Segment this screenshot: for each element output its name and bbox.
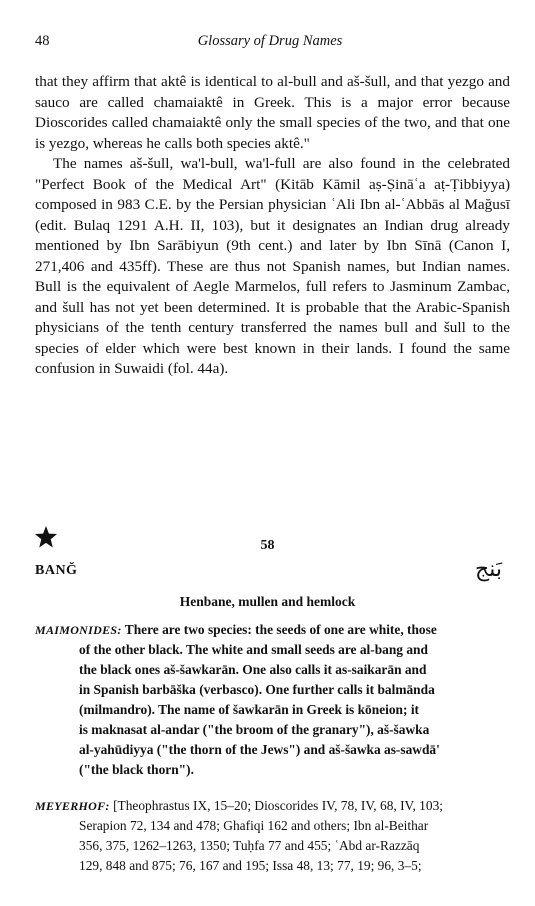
citation-meyerhof <box>35 796 510 876</box>
citation-line: the black ones aš-šawkarān. One also calls it as-saikarān and <box>79 662 427 677</box>
text-line: (fol. 44a). <box>167 360 229 377</box>
text-line: Ibn Sarābiyun (9th cent.) and later by Ibn Sīnā (Canon I, 271,406 <box>35 237 510 275</box>
page-header <box>35 33 505 53</box>
text-line: and 435ff). These are thus not Spanish names, but Indian names. <box>90 257 510 275</box>
text-line: physician ʿAli Ibn al-ʿAbbās al Mağusī (edit. Bulaq 1291 A.H. <box>35 196 510 234</box>
text-line: The names aš-šull, wa'l-bull, wa'l-full are also found in the <box>53 155 448 172</box>
text-line: aṣ-Ṣināʿa aṭ-Ṭibbiyya) composed in 983 C.E. by the Persian <box>35 175 511 213</box>
text-line: the Arabic-Spanish physicians of the tenth century transferred <box>35 298 510 336</box>
entry-number: 58 <box>260 538 275 553</box>
citation-label: MAIMONIDES: <box>35 623 122 637</box>
citation-line: 129, 848 and 875; 76, 167 and 195; Issa 48, 13; 77, 19; 96, 3–5; <box>79 858 422 873</box>
text-line: II, 103), but it designates an Indian drug already mentioned by <box>35 216 510 254</box>
text-line: Bull is the equivalent of Aegle Marmelos, full refers to Jasminum <box>35 278 458 295</box>
paragraph-2 <box>35 154 510 380</box>
text-line: small species of the two, and that one is yezgo, whereas he calls <box>35 114 510 152</box>
citation-line: (milmandro). The name of šawkarān in Greek is kōneion; it <box>79 702 419 717</box>
text-line: Zambac, and šull has not yet been determined. It is probable that <box>35 278 510 316</box>
text-line: a major error because Dioscorides called chamaiaktê only the <box>35 93 510 131</box>
citation-line: 356, 375, 1262–1263, 1350; Tuḥfa 77 and 455; ʿAbd ar-Razzāq <box>79 838 420 853</box>
text-line: known in their lands. I found the same confusion in Suwaidi <box>35 339 510 377</box>
citation-maimonides <box>35 620 510 780</box>
text-line: that they affirm that aktê is identical to al-bull and aš-šull, and <box>35 73 421 90</box>
citation-line: al-yahūdiyya ("the thorn of the Jews") and aš-šawka as-sawdā' <box>79 742 440 757</box>
citation-line: in Spanish barbāška (verbasco). One further calls it balmānda <box>79 682 435 697</box>
text-line: celebrated "Perfect Book of the Medical Art" (Kitāb Kāmil <box>35 155 510 193</box>
body-text <box>35 72 510 380</box>
text-line: the names bull and šull to the species of elder which were best <box>35 319 510 357</box>
paragraph-1 <box>35 72 510 154</box>
entry-headword: BANĞ <box>35 563 78 578</box>
citation-line: There are two species: the seeds of one are white, those <box>124 622 437 637</box>
citation-line: ("the black thorn"). <box>79 762 194 777</box>
citation-label: MEYERHOF: <box>35 799 110 813</box>
text-line: both species aktê." <box>196 134 310 152</box>
citation-line: of the other black. The white and small seeds are al-bang and <box>79 642 428 657</box>
running-title: Glossary of Drug Names <box>197 33 343 49</box>
citation-line: [Theophrastus IX, 15–20; Dioscorides IV, 78, IV, 68, IV, 103; <box>113 798 443 813</box>
citation-line: Serapion 72, 134 and 478; Ghafiqi 162 and others; Ibn al-Beithar <box>79 818 429 833</box>
page-number: 48 <box>35 33 50 49</box>
citation-line: is maknasat al-andar ("the broom of the granary"), aš-šawka <box>79 722 430 737</box>
entry-arabic: بَنج <box>475 556 502 581</box>
text-line: that yezgo and sauco are called chamaiaktê in Greek. This is <box>35 73 510 111</box>
entry-subheading: Henbane, mullen and hemlock <box>179 594 356 609</box>
